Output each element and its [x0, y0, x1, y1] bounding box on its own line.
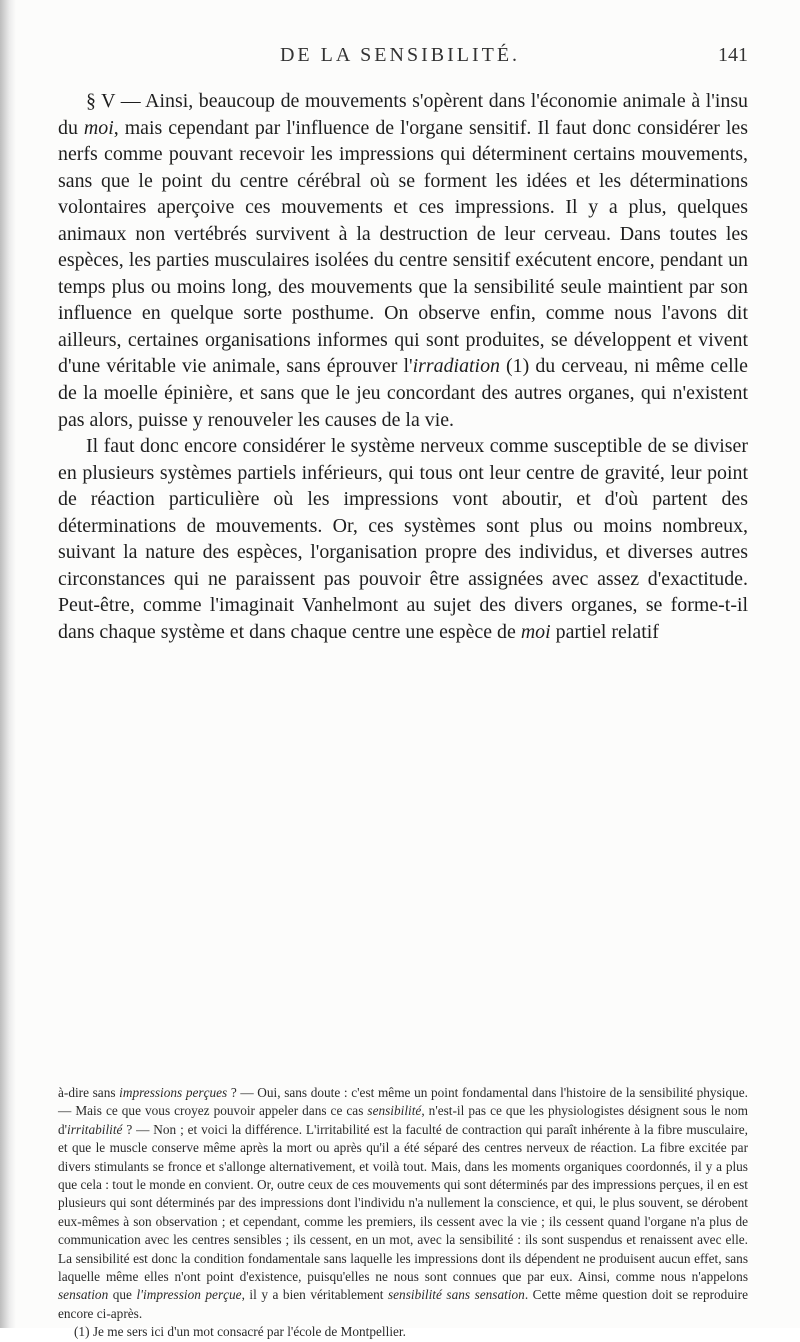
p1-text-c: (1) du cerveau, ni même celle de la moelle épinière, et sans que le jeu concordant des autres organes, qui n'existent pas alors, puisse y renouveler les causes de la vie.	[58, 355, 748, 431]
p2-text-a: Il faut donc encore considérer le système nerveux comme susceptible de se diviser en plusieurs systèmes partiels inférieurs, qui tous ont leur centre de gravité, leur point de réaction particulière où les impressions vont aboutir, et d'où partent des déterminations de mouvements. Or, ces systèmes sont plus ou moins nombreux, suivant la nature des espèces, l'organisation propre des individus, et diverses autres circonstances qui ne paraissent pas pouvoir être assignées avec assez d'exactitude. Peut-être, comme l'imaginait Vanhelmont au sujet des divers organes, se forme-t-il dans chaque système et dans chaque centre une espèce de	[58, 435, 748, 643]
p1-text-b: , mais cependant par l'influence de l'organe sensitif. Il faut donc considérer les nerfs comme pouvant recevoir les impressions qui déterminent certains mouvements, sans que le point du centre cérébral où se forment les idées et les déterminations volontaires aperçoive ces mouvements et ces impressions. Il y a plus, quelques animaux non vertébrés survivent à la destruction de leur cerveau. Dans toutes les espèces, les parties musculaires isolées du centre sensitif exécutent encore, pendant un temps plus ou moins long, des mouvements que la sensibilité seule maintient par son influence en quelque sorte posthume. On observe enfin, comme nous l'avons dit ailleurs, certaines organisations informes qui sont produites, se développent et vivent d'une véritable vie animale, sans éprouver l'	[58, 116, 748, 378]
running-head	[0, 44, 800, 74]
note-italic-3: irritabilité	[67, 1121, 123, 1137]
running-title: DE LA SENSIBILITÉ.	[279, 44, 521, 66]
note-italic-6: sensibilité sans sensation	[387, 1287, 525, 1303]
note-text-a: à-dire sans	[58, 1085, 120, 1100]
note-text-f: , il y a bien véritablement	[241, 1287, 388, 1303]
p1-irradiation: irradiation	[412, 355, 500, 378]
p2-text-b: partiel relatif	[550, 620, 659, 643]
note-italic-1: impressions perçues	[119, 1085, 228, 1100]
note-italic-2: sensibilité	[367, 1103, 422, 1119]
footnotes	[58, 1084, 748, 1342]
paragraph-2	[58, 433, 748, 645]
footnote-continuation	[58, 1084, 748, 1323]
p1-moi: moi	[83, 116, 114, 139]
page-number: 141	[718, 44, 748, 66]
main-text	[58, 88, 748, 645]
paragraph-1	[58, 88, 748, 433]
page-gutter-shadow	[0, 0, 16, 1328]
p1-text-a: § V — Ainsi, beaucoup de mouvements s'opèrent dans l'économie animale à l'insu du	[58, 90, 748, 139]
note-italic-4: sensation	[58, 1287, 109, 1303]
note-italic-5: l'impression perçue	[136, 1287, 242, 1303]
note-text-e: que	[108, 1287, 137, 1303]
footnote-1: (1) Je me sers ici d'un mot consacré par l'école de Montpellier.	[74, 1324, 406, 1340]
p2-moi: moi	[520, 620, 551, 643]
note-text-g: . Cette même question doit se reproduire encore ci-après.	[58, 1287, 748, 1321]
note-text-d: ? — Non ; et voici la différence. L'irritabilité est la faculté de contraction qui paraît inhérente à la fibre musculaire, et que le muscle conserve même après la mort ou après qu'il a été séparé des centres nerveux de réaction. La fibre excitée par divers stimulants se fronce et s'allonge alternativement, et voilà tout. Mais, dans les moments organiques coordonnés, il y a plus que cela : tout le monde en convient. Or, outre ceux de ces mouvements qui sont déterminés par des impressions perçues, il en est plusieurs qui sont déterminés par des impressions dont l'individu n'a nullement la conscience, et qui, le plus souvent, se dérobent eux-mêmes à son observation ; et cependant, comme les premiers, ils cessent avec la vie ; ils cessent quand l'organe n'a plus de communication avec les centres sensibles ; ils cessent, en un mot, avec la sensibilité : ils sont suspendus et renaissent avec elle. La sensibilité est donc la condition fondamentale sans laquelle les impressions dont ils dépendent ne produisent aucun effet, sans laquelle même elles n'ont point d'existence, puisqu'elles ne nous sont connues que par eux. Ainsi, comme nous n'appelons	[58, 1121, 748, 1285]
note-text-b: ? — Oui, sans doute : c'est même un point fondamental dans l'histoire de la sensibilité physique. — Mais ce que vous croyez pouvoir appeler dans ce cas	[58, 1085, 748, 1119]
note-text-c: , n'est-il pas ce que les physiologistes désignent sous le nom d'	[58, 1103, 748, 1137]
